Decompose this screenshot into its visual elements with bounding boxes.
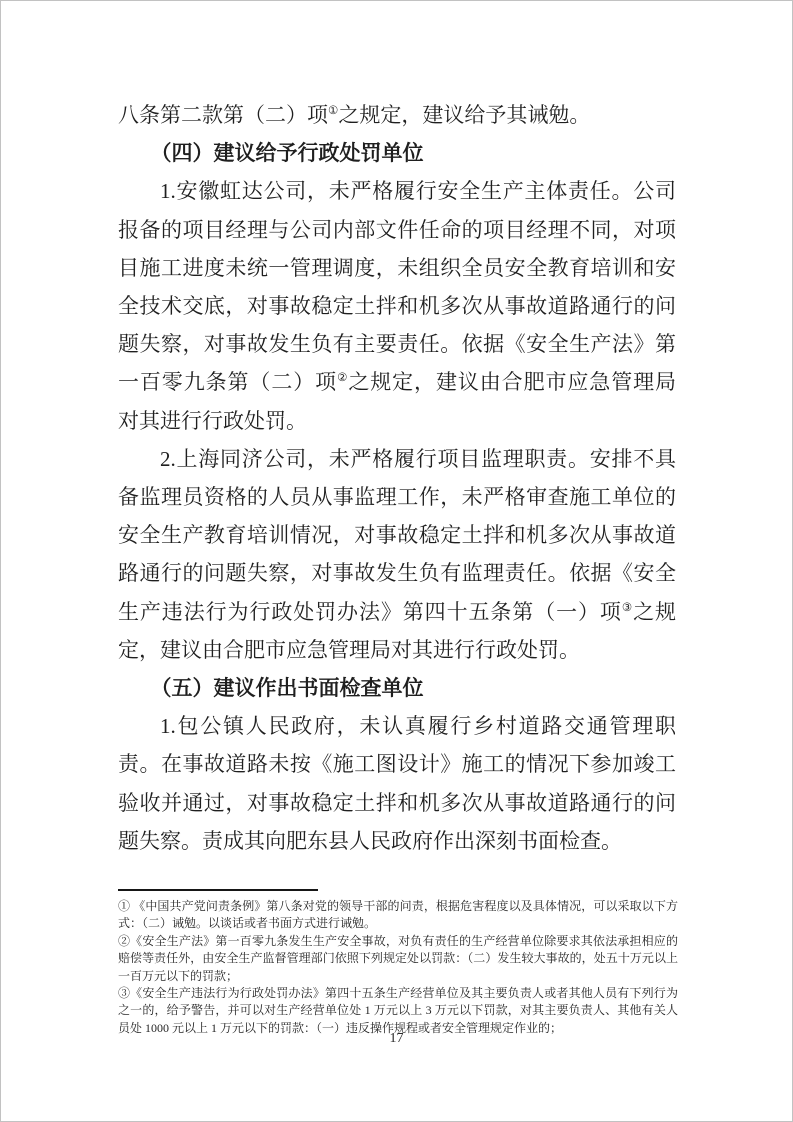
body-line: 路通行的问题失察，对事故发生负有监理责任。依据《安全 <box>118 561 676 586</box>
page-number: 17 <box>389 1031 404 1046</box>
body-heading-line: （五）建议作出书面检查单位 <box>150 676 424 701</box>
footnote-1: ① 《中国共产党问责条例》第八条对党的领导干部的问责，根据危害程度以及具体情况，可以采取以下方式：（二）诫勉。以谈话或者书面方式进行诫勉。 <box>118 899 678 931</box>
body-line: 对其进行行政处罚。 <box>118 408 307 433</box>
footnote-ref: ① <box>328 105 339 117</box>
footnote-separator <box>118 889 318 891</box>
body-line: 八条第二款第（二）项①之规定，建议给予其诫勉。 <box>118 103 591 127</box>
footnote-2: ②《安全生产法》第一百零九条发生生产安全事故，对负有责任的生产经营单位除要求其依法承担相应的赔偿等责任外，由安全生产监督管理部门依照下列规定处以罚款：（二）发生较大事故的，处五十万元以上一百万元以下的罚款； <box>118 933 678 983</box>
body-line: 1.包公镇人民政府，未认真履行乡村道路交通管理职 <box>160 714 676 739</box>
footnote-3: ③《安全生产违法行为行政处罚办法》第四十五条生产经营单位及其主要负责人或者其他人员有下列行为之一的，给予警告，并可以对生产经营单位处 1 万元以上 3 万元以下罚款，对其主要负责人、其他有关人员处 1000 元以上 1 万元以下的罚款：（一）违反操作规程或者安全管理规定作业的； <box>118 986 678 1035</box>
footnote-ref: ② <box>337 372 349 385</box>
body-line: 题失察。责成其向肥东县人民政府作出深刻书面检查。 <box>118 828 622 853</box>
document-body <box>118 96 676 860</box>
body-line: 目施工进度未统一管理调度，未组织全员安全教育培训和安 <box>118 255 676 280</box>
body-line: 2.上海同济公司，未严格履行项目监理职责。安排不具 <box>160 446 676 471</box>
body-line: 报备的项目经理与公司内部文件任命的项目经理不同，对项 <box>118 217 676 242</box>
body-line: 生产违法行为行政处罚办法》第四十五条第（一）项③之规 <box>118 599 676 624</box>
body-line: 验收并通过，对事故稳定土拌和机多次从事故道路通行的问 <box>118 790 676 815</box>
body-line: 全技术交底，对事故稳定土拌和机多次从事故道路通行的问 <box>118 294 676 319</box>
footnote-ref: ③ <box>621 601 634 614</box>
footnote-section <box>118 898 678 1037</box>
body-line: 定，建议由合肥市应急管理局对其进行行政处罚。 <box>118 637 580 662</box>
body-line: 安全生产教育培训情况，对事故稳定土拌和机多次从事故道 <box>118 523 676 548</box>
body-line: 备监理员资格的人员从事监理工作，未严格审查施工单位的 <box>118 485 676 510</box>
body-heading-line: （四）建议给予行政处罚单位 <box>150 141 424 166</box>
body-line: 题失察，对事故发生负有主要责任。依据《安全生产法》第 <box>118 332 676 357</box>
body-line: 1.安徽虹达公司，未严格履行安全生产主体责任。公司 <box>160 179 676 204</box>
body-line: 一百零九条第（二）项②之规定，建议由合肥市应急管理局 <box>118 370 677 395</box>
body-line: 责。在事故道路未按《施工图设计》施工的情况下参加竣工 <box>118 752 676 777</box>
